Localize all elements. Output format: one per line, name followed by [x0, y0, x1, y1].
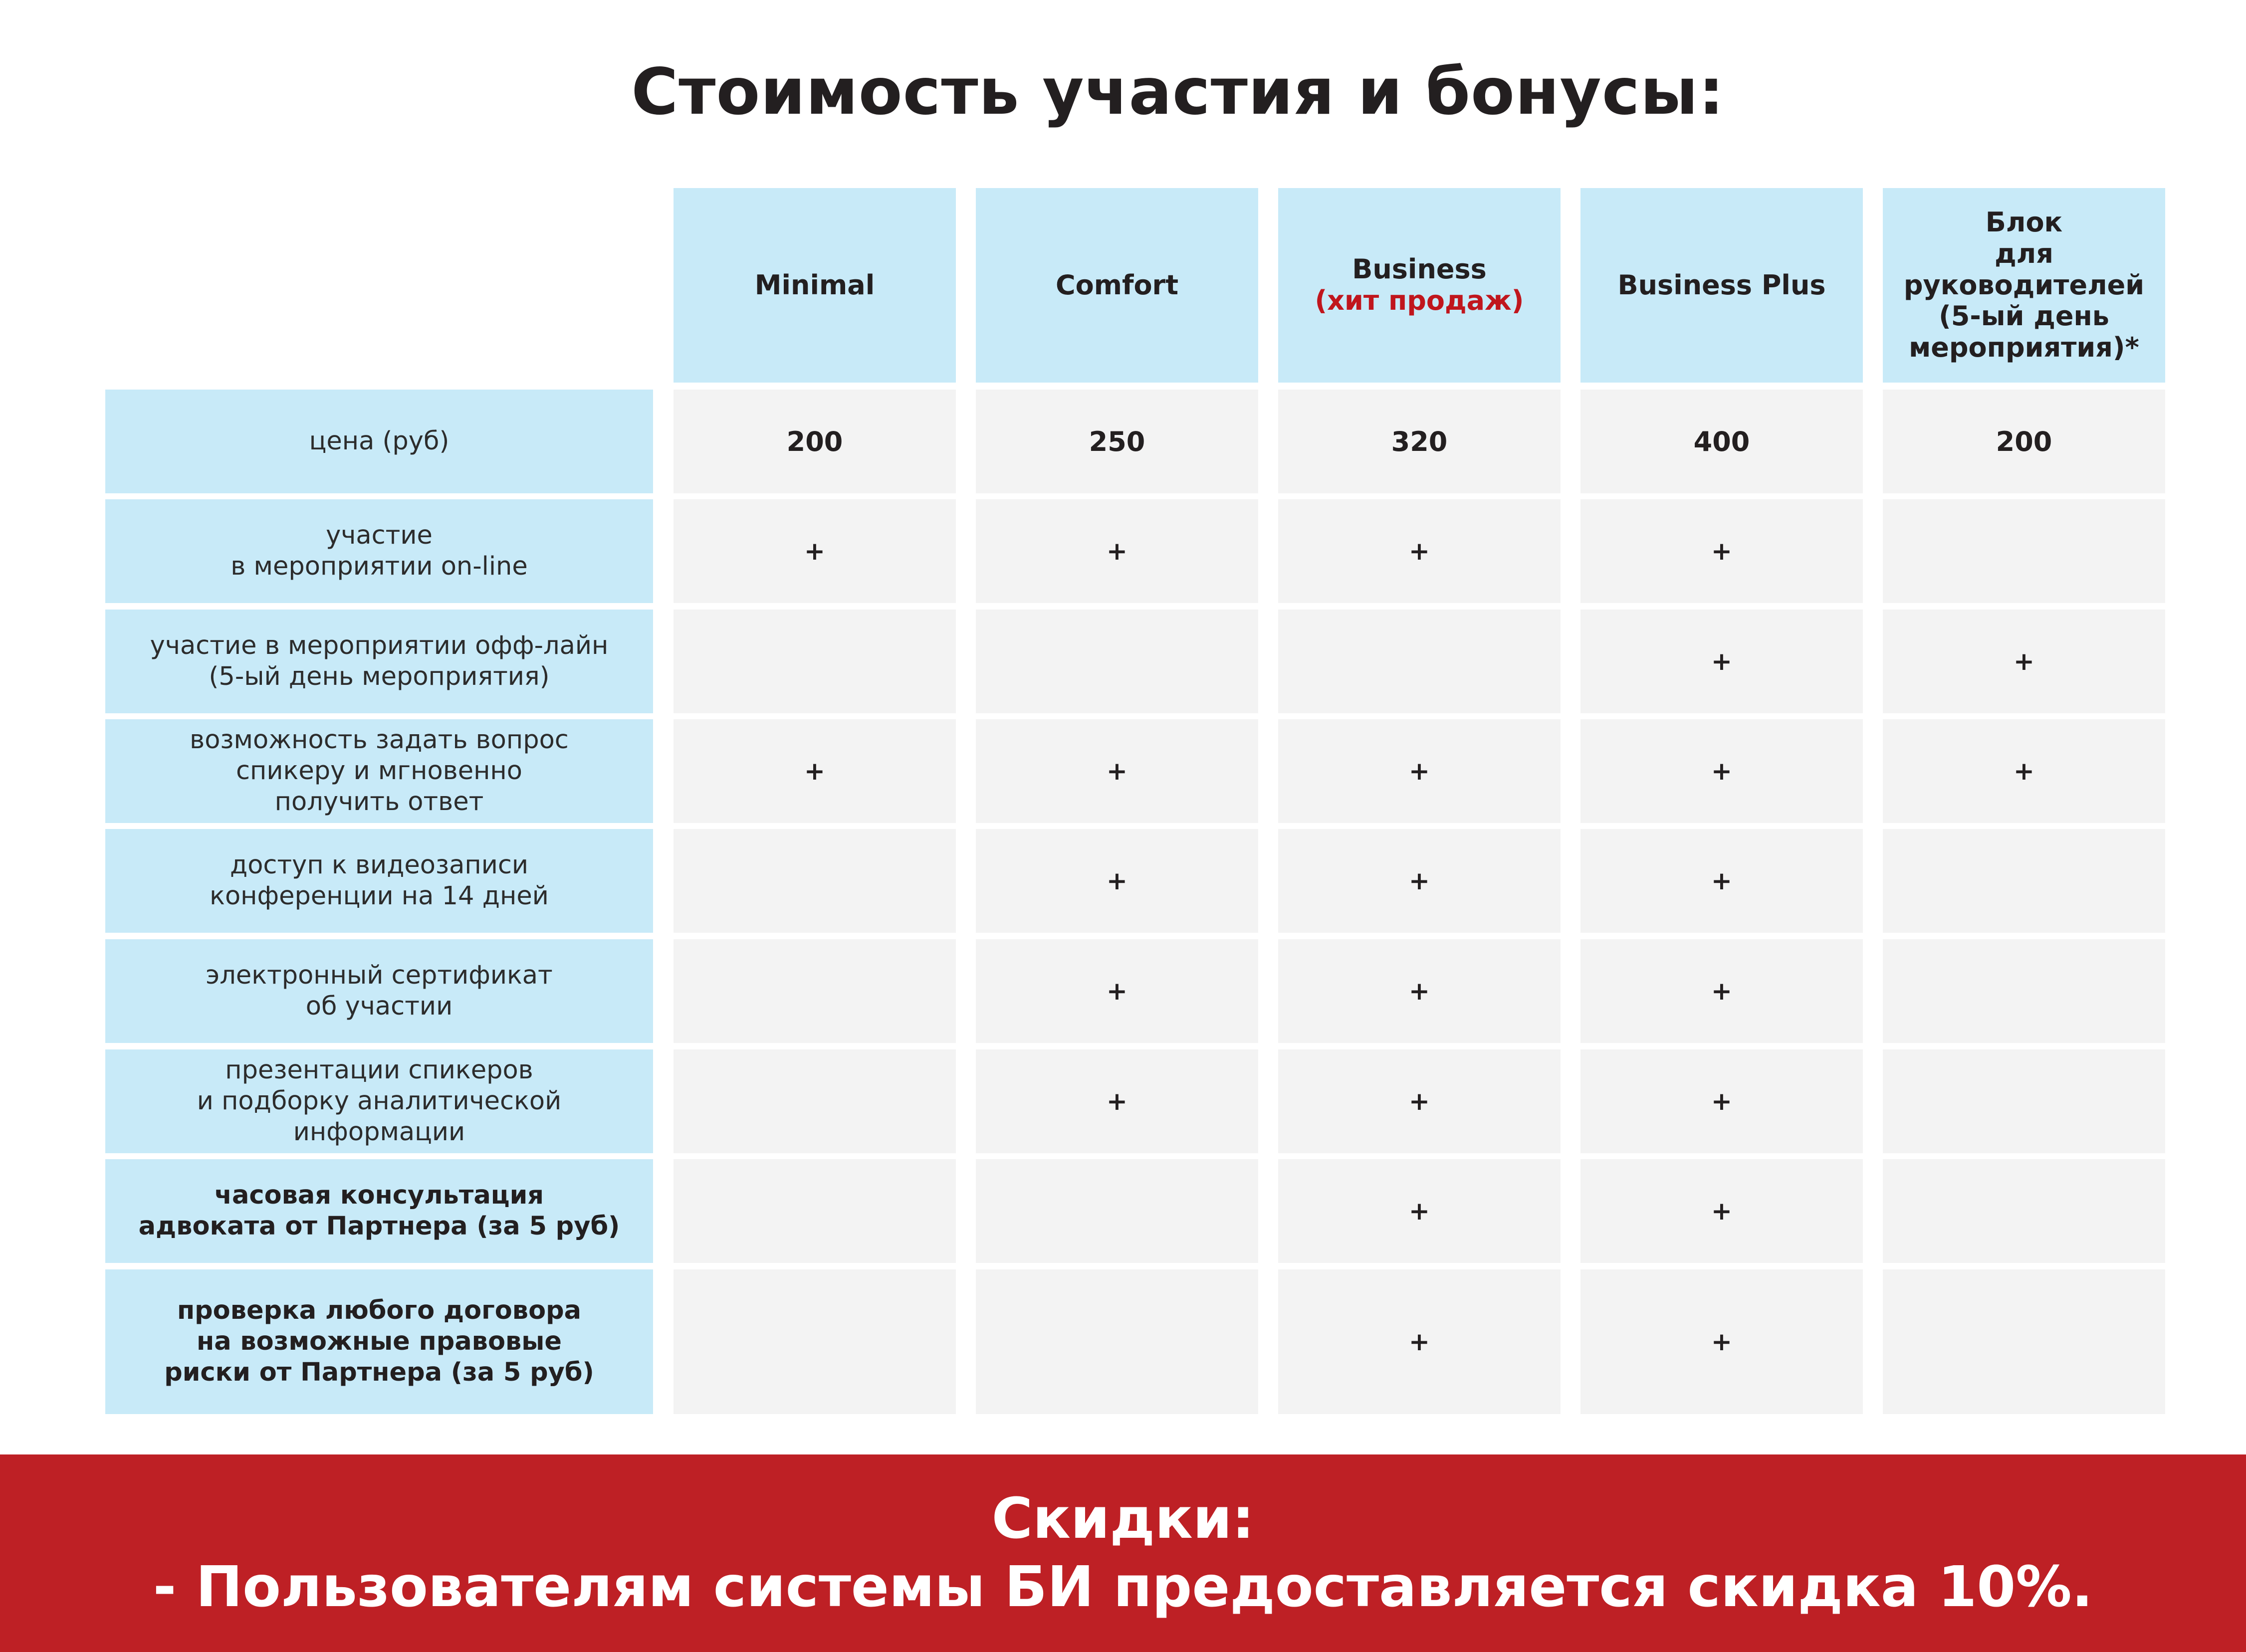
- table-cell: [1883, 1049, 2165, 1153]
- table-cell: [1883, 719, 2165, 823]
- included-mark: +: [1107, 1087, 1127, 1116]
- included-mark: +: [1107, 537, 1127, 566]
- table-cell: [1580, 1049, 1863, 1153]
- discount-heading: Скидки:: [991, 1486, 1255, 1552]
- included-mark: +: [1107, 977, 1127, 1006]
- table-cell: [976, 829, 1258, 933]
- cell-value: 250: [1089, 425, 1145, 457]
- included-mark: +: [804, 537, 825, 566]
- plan-header-3: [1580, 188, 1863, 383]
- table-cell: [1883, 499, 2165, 603]
- included-mark: +: [1711, 757, 1732, 786]
- table-cell: [1580, 499, 1863, 603]
- table-cell: [1580, 1269, 1863, 1414]
- included-mark: +: [1409, 1087, 1430, 1116]
- table-cell: [1278, 1269, 1561, 1414]
- table-cell: [976, 1269, 1258, 1414]
- row-label-2: участие в мероприятии офф-лайн (5-ый день мероприятия): [105, 610, 653, 713]
- table-cell: [1580, 610, 1863, 713]
- included-mark: +: [1409, 866, 1430, 895]
- table-cell: [1278, 939, 1561, 1043]
- included-mark: +: [1107, 757, 1127, 786]
- table-cell: [1883, 829, 2165, 933]
- table-cell: [1278, 719, 1561, 823]
- plan-name: [755, 270, 875, 301]
- plan-header-2: [1278, 188, 1561, 383]
- table-cell: [1278, 499, 1561, 603]
- bestseller-badge: (хит продаж): [1315, 285, 1524, 316]
- row-label-5: электронный сертификат об участии: [105, 939, 653, 1043]
- table-cell: [1580, 829, 1863, 933]
- cell-value: 320: [1391, 425, 1448, 457]
- table-cell: [976, 1159, 1258, 1263]
- included-mark: +: [2014, 647, 2034, 676]
- included-mark: +: [804, 757, 825, 786]
- included-mark: +: [1711, 866, 1732, 895]
- table-cell: [674, 939, 956, 1043]
- table-cell: [674, 719, 956, 823]
- plan-name: [1617, 270, 1825, 301]
- included-mark: +: [1409, 977, 1430, 1006]
- included-mark: +: [1409, 537, 1430, 566]
- cell-value: 200: [786, 425, 843, 457]
- table-cell: [1580, 719, 1863, 823]
- table-cell: [1278, 829, 1561, 933]
- plan-header-4: [1883, 188, 2165, 383]
- table-cell: [976, 499, 1258, 603]
- included-mark: +: [1711, 977, 1732, 1006]
- table-cell: [1278, 1159, 1561, 1263]
- plan-name-text: Блок для руководителей (5-ый день мероприятия)*: [1903, 206, 2145, 363]
- table-cell: [1883, 1159, 2165, 1263]
- discount-banner: [0, 1454, 2246, 1652]
- table-cell: [1580, 1159, 1863, 1263]
- table-cell: [1883, 1269, 2165, 1414]
- included-mark: +: [1711, 1087, 1732, 1116]
- table-cell: [976, 610, 1258, 713]
- plan-name-text: Minimal: [754, 269, 875, 301]
- row-label-6: презентации спикеров и подборку аналитической информации: [105, 1049, 653, 1153]
- plan-name-text: Comfort: [1055, 269, 1179, 301]
- table-cell: [976, 390, 1258, 493]
- cell-value: 400: [1693, 425, 1750, 457]
- table-cell: [976, 939, 1258, 1043]
- included-mark: +: [1711, 537, 1732, 566]
- plan-header-1: [976, 188, 1258, 383]
- included-mark: +: [1711, 1197, 1732, 1226]
- plan-name: [1315, 254, 1524, 316]
- table-cell: [674, 1269, 956, 1414]
- page-title-text: Стоимость участия и бонусы:: [631, 55, 1725, 129]
- plan-name-text: Business Plus: [1617, 269, 1826, 301]
- discount-text: - Пользователям системы БИ предоставляется скидка 10%.: [153, 1555, 2093, 1620]
- included-mark: +: [1409, 1327, 1430, 1356]
- page-title: [0, 55, 2246, 129]
- table-cell: [976, 1049, 1258, 1153]
- table-cell: [1580, 390, 1863, 493]
- included-mark: +: [1711, 647, 1732, 676]
- table-cell: [1278, 390, 1561, 493]
- table-cell: [674, 390, 956, 493]
- table-cell: [674, 499, 956, 603]
- row-label-4: доступ к видеозаписи конференции на 14 дней: [105, 829, 653, 933]
- included-mark: +: [1409, 1197, 1430, 1226]
- row-label-3: возможность задать вопрос спикеру и мгновенно получить ответ: [105, 719, 653, 823]
- table-cell: [1278, 1049, 1561, 1153]
- cell-value: 200: [1996, 425, 2052, 457]
- included-mark: +: [2014, 757, 2034, 786]
- included-mark: +: [1107, 866, 1127, 895]
- table-cell: [674, 1049, 956, 1153]
- table-cell: [1278, 610, 1561, 713]
- row-label-0: цена (руб): [105, 390, 653, 493]
- plan-name-text: Business: [1352, 253, 1487, 285]
- row-label-1: участие в мероприятии on-line: [105, 499, 653, 603]
- plan-name: [1056, 270, 1178, 301]
- table-cell: [1883, 610, 2165, 713]
- plan-header-0: [674, 188, 956, 383]
- table-cell: [674, 1159, 956, 1263]
- table-cell: [976, 719, 1258, 823]
- included-mark: +: [1711, 1327, 1732, 1356]
- plan-name: [1904, 207, 2144, 363]
- included-mark: +: [1409, 757, 1430, 786]
- row-label-8: проверка любого договора на возможные правовые риски от Партнера (за 5 руб): [105, 1269, 653, 1414]
- table-cell: [1580, 939, 1863, 1043]
- row-label-7: часовая консультация адвоката от Партнера (за 5 руб): [105, 1159, 653, 1263]
- table-cell: [674, 829, 956, 933]
- table-cell: [1883, 939, 2165, 1043]
- table-cell: [1883, 390, 2165, 493]
- table-cell: [674, 610, 956, 713]
